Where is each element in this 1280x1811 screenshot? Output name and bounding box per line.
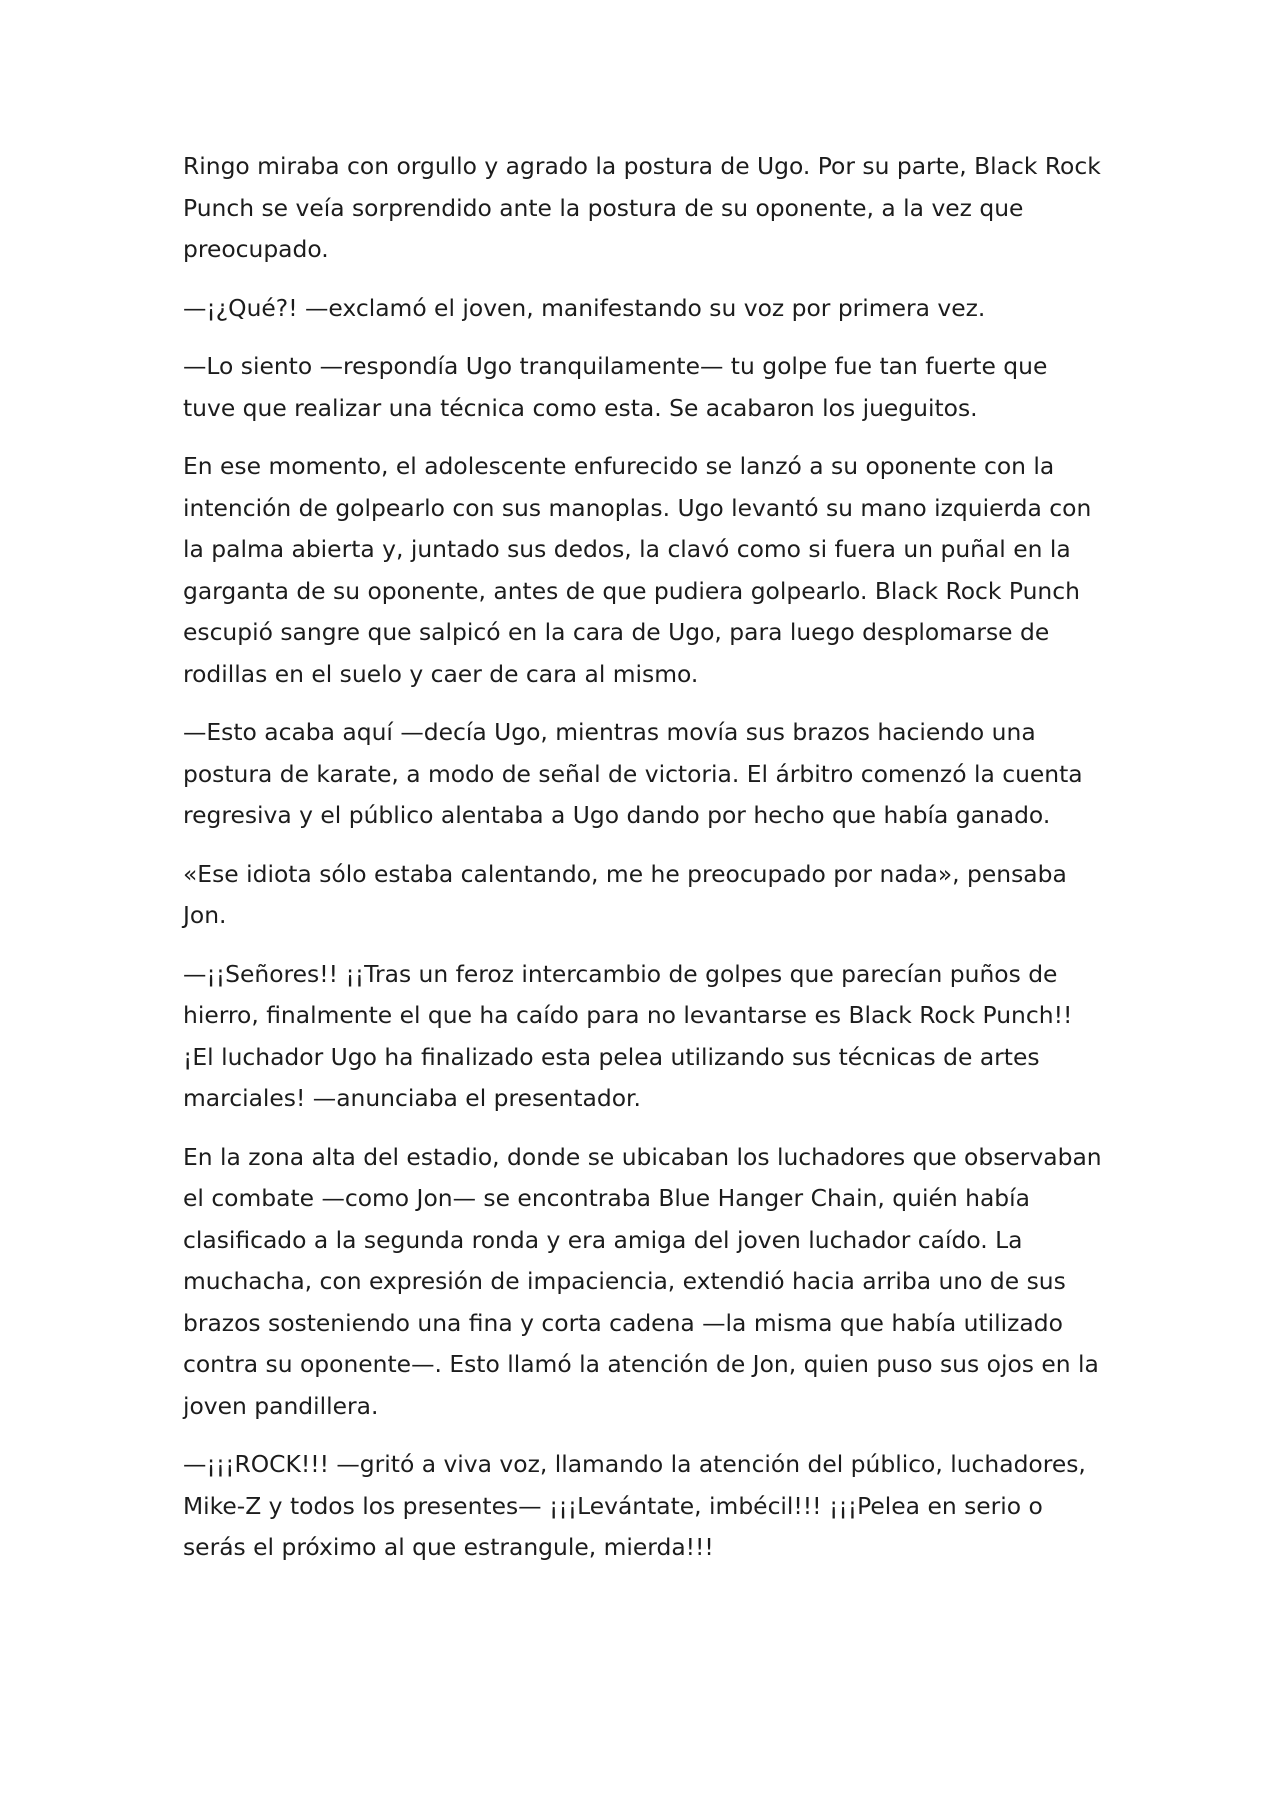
paragraph: —Esto acaba aquí —decía Ugo, mientras movía sus brazos haciendo una postura de karate, a modo de señal de victoria. El árbitro comenzó la cuenta regresiva y el público alentaba a Ugo dando por hecho que había ganado. xyxy=(183,718,1083,829)
paragraph: En ese momento, el adolescente enfurecido se lanzó a su oponente con la intención de golpearlo con sus manoplas. Ugo levantó su mano izquierda con la palma abierta y, juntado sus dedos, la clavó como si fuera un puñal en la garganta de su oponente, antes de que pudiera golpearlo. Black Rock Punch escupió sangre que salpicó en la cara de Ugo, para luego desplomarse de rodillas en el suelo y caer de cara al mismo. xyxy=(183,452,1092,688)
paragraph: —¡¡Señores!! ¡¡Tras un feroz intercambio de golpes que parecían puños de hierro, finalmente el que ha caído para no levantarse es Black Rock Punch!! ¡El luchador Ugo ha finalizado esta pelea utilizando sus técnicas de artes marciales! —anunciaba el presentador. xyxy=(183,959,1073,1112)
paragraph: En la zona alta del estadio, donde se ubicaban los luchadores que observaban el combate —como Jon— se encontraba Blue Hanger Chain, quién había clasificado a la segunda ronda y era amiga del joven luchador caído. La muchacha, con expresión de impaciencia, extendió hacia arriba uno de sus brazos sosteniendo una fina y corta cadena —la misma que había utilizado contra su oponente—. Esto llamó la atención de Jon, quien puso sus ojos en la joven pandillera. xyxy=(183,1142,1102,1420)
paragraph: —¡¿Qué?! —exclamó el joven, manifestando su voz por primera vez. xyxy=(183,293,986,322)
paragraph: —Lo siento —respondía Ugo tranquilamente— tu golpe fue tan fuerte que tuve que realizar una técnica como esta. Se acabaron los jueguitos. xyxy=(183,352,1048,422)
paragraph: Ringo miraba con orgullo y agrado la postura de Ugo. Por su parte, Black Rock Punch se veía sorprendido ante la postura de su oponente, a la vez que preocupado. xyxy=(183,152,1101,263)
paragraph: «Ese idiota sólo estaba calentando, me he preocupado por nada», pensaba Jon. xyxy=(183,859,1067,929)
document-page xyxy=(183,146,1103,1586)
paragraph: —¡¡¡ROCK!!! —gritó a viva voz, llamando la atención del público, luchadores, Mike-Z y todos los presentes— ¡¡¡Levántate, imbécil!!! ¡¡¡Pelea en serio o serás el próximo al que estrangule, mierda!!! xyxy=(183,1450,1086,1561)
